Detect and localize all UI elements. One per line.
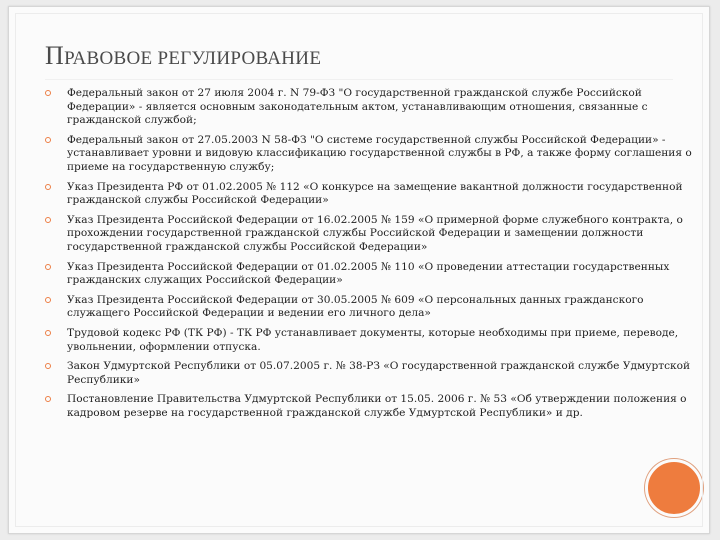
title-divider <box>45 79 673 80</box>
list-item <box>33 214 693 255</box>
list-item <box>33 134 693 175</box>
bullet-circle-icon <box>45 90 51 96</box>
bullet-circle-icon <box>45 184 51 190</box>
list-item-text: Указ Президента Российской Федерации от 01.02.2005 № 110 «О проведении аттестации государственных гражданских служащих Российской Федерации» <box>67 260 670 287</box>
list-item-text: Постановление Правительства Удмуртской Республики от 15.05. 2006 г. № 53 «Об утверждении положения о кадровом резерве на государственной гражданской службе Удмуртской Республики» и др. <box>67 393 687 419</box>
law-list <box>33 87 693 426</box>
list-item-text: Указ Президента Российской Федерации от 30.05.2005 № 609 «О персональных данных гражданского служащего Российской Федерации и ведении его личного дела» <box>67 293 644 320</box>
list-item <box>33 181 693 208</box>
slide-title <box>45 41 321 71</box>
bullet-circle-icon <box>45 330 51 336</box>
bullet-circle-icon <box>45 297 51 303</box>
bullet-circle-icon <box>45 264 51 270</box>
slide <box>8 6 710 534</box>
bullet-circle-icon <box>45 363 51 369</box>
bullet-circle-icon <box>45 137 51 143</box>
list-item <box>33 294 693 321</box>
title-rest: РАВОВОЕ РЕГУЛИРОВАНИЕ <box>64 48 322 69</box>
bullet-circle-icon <box>45 217 51 223</box>
list-item-text: Указ Президента Российской Федерации от 16.02.2005 № 159 «О примерной форме служебного контракта, о прохождении государственной гражданской службы Российской Федерации и замещении должности государственной гражданской службы Российской Федерации» <box>67 213 683 253</box>
orange-circle-decoration <box>645 459 703 517</box>
list-item-text: Закон Удмуртской Республики от 05.07.2005 г. № 38-РЗ «О государственной гражданской службе Удмуртской Республики» <box>67 360 691 386</box>
list-item-text: Федеральный закон от 27.05.2003 N 58-ФЗ "О системе государственной службы Российской Федерации» - устанавливает уровни и видовую классификацию государственной службы в РФ, а также форму соглашения о приеме на государственную службу; <box>67 133 692 173</box>
bullet-circle-icon <box>45 396 51 402</box>
list-item-text: Указ Президента РФ от 01.02.2005 № 112 «О конкурсе на замещение вакантной должности государственной гражданской службы Российской Федерации» <box>67 180 683 207</box>
list-item <box>33 261 693 288</box>
list-item <box>33 393 693 420</box>
title-first-letter: П <box>45 41 65 70</box>
list-item <box>33 360 693 387</box>
list-item-text: Трудовой кодекс РФ (ТК РФ) - ТК РФ устанавливает документы, которые необходимы при приеме, переводе, увольнении, оформлении отпуска. <box>67 326 679 353</box>
list-item-text: Федеральный закон от 27 июля 2004 г. N 79-ФЗ "О государственной гражданской службе Российской Федерации» - является основным законодательным актом, устанавливающим отношения, связанные с гражданской службой; <box>67 87 648 127</box>
list-item <box>33 87 693 128</box>
list-item <box>33 327 693 354</box>
